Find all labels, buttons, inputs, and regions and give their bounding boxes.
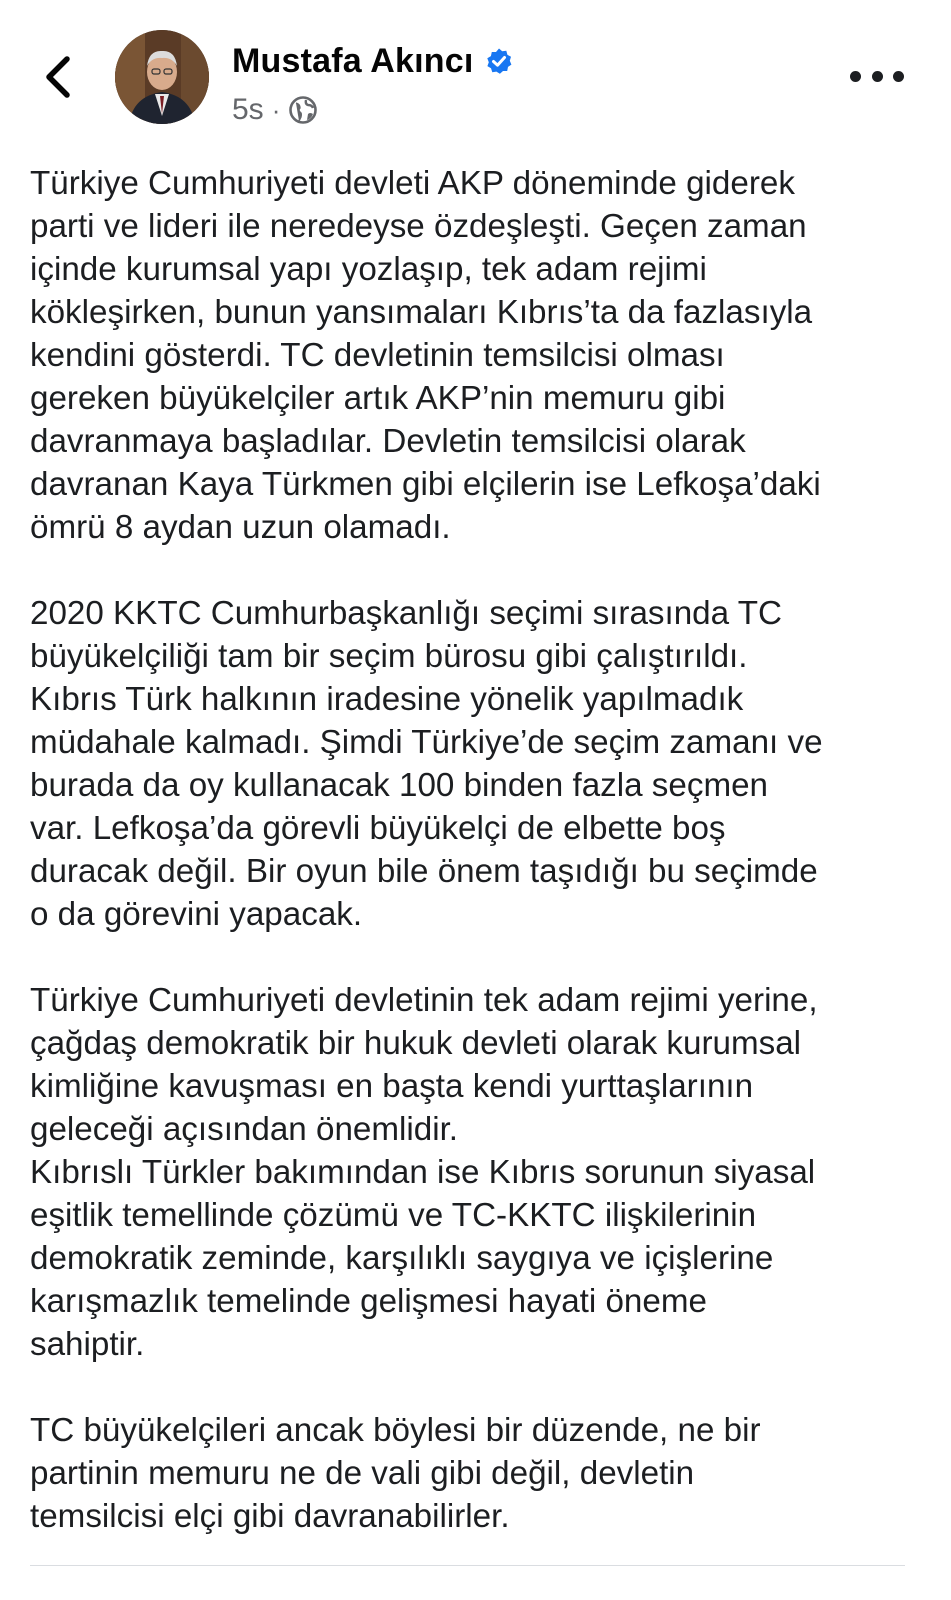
- verified-badge-icon: [485, 47, 513, 75]
- meta-separator: ·: [271, 94, 281, 125]
- post-paragraph: TC büyükelçileri ancak böylesi bir düzende, ne bir partinin memuru ne de vali gibi değil, devletin temsilcisi elçi gibi davranabilirler.: [30, 1412, 761, 1535]
- author-name[interactable]: Mustafa Akıncı: [232, 41, 474, 80]
- more-dot: [872, 71, 883, 82]
- back-button[interactable]: [36, 52, 80, 102]
- more-dot: [893, 71, 904, 82]
- post-meta: [232, 90, 318, 130]
- more-options-button[interactable]: [850, 58, 904, 94]
- post-text: [30, 162, 910, 1538]
- post-paragraph: Türkiye Cumhuriyeti devletinin tek adam rejimi yerine, çağdaş demokratik bir hukuk devleti olarak kurumsal kimliğine kavuşması en başta kendi yurttaşlarının geleceği açısından önemlidir.: [30, 982, 818, 1148]
- avatar[interactable]: [115, 30, 209, 124]
- globe-icon[interactable]: [288, 95, 318, 125]
- post-paragraph: Türkiye Cumhuriyeti devleti AKP döneminde giderek parti ve lideri ile neredeyse özdeşleşti. Geçen zaman içinde kurumsal yapı yozlaşıp, tek adam rejimi kökleşirken, bunun yansımaları Kıbrıs’ta da fazlasıyla kendini gösterdi. TC devletinin temsilcisi olması gereken büyükelçiler artık AKP’nin memuru gibi davranmaya başladılar. Devletin temsilcisi olarak davranan Kaya Türkmen gibi elçilerin ise Lefkoşa’daki ömrü 8 aydan uzun olamadı.: [30, 165, 821, 546]
- more-dot: [850, 71, 861, 82]
- author-row: [232, 38, 513, 84]
- post-header: [0, 0, 951, 150]
- chevron-left-icon: [43, 55, 73, 99]
- post-timestamp[interactable]: 5s: [232, 93, 264, 126]
- post-paragraph: Kıbrıslı Türkler bakımından ise Kıbrıs sorunun siyasal eşitlik temellinde çözümü ve TC-KKTC ilişkilerinin demokratik zeminde, karşılıklı saygıya ve içişlerine karışmazlık temelinde gelişmesi hayati öneme sahiptir.: [30, 1154, 816, 1363]
- profile-photo: [115, 30, 209, 124]
- post-paragraph: 2020 KKTC Cumhurbaşkanlığı seçimi sırasında TC büyükelçiliği tam bir seçim bürosu gibi çalıştırıldı. Kıbrıs Türk halkının iradesine yönelik yapılmadık müdahale kalmadı. Şimdi Türkiye’de seçim zamanı ve burada da oy kullanacak 100 binden fazla seçmen var. Lefkoşa’da görevli büyükelçi de elbette boş duracak değil. Bir oyun bile önem taşıdığı bu seçimde o da görevini yapacak.: [30, 595, 823, 933]
- divider: [30, 1565, 905, 1566]
